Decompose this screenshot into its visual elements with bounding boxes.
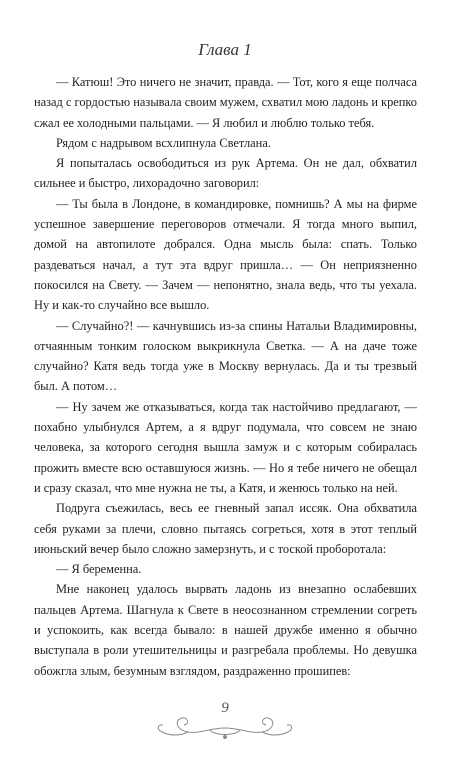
paragraph: Рядом с надрывом всхлипнула Светлана. xyxy=(56,135,271,150)
paragraph: — Ты была в Лондоне, в командировке, помнишь? А мы на фирме успешное завершение переговоров отмечали. Я тогда много выпил, домой на автопилоте добрался. Одна мысль была: спать. Только раздеваться начал, а тут эта вдруг пришла… — Он неприязненно покосился на Свету. — Зачем — непонятно, знала ведь, что ты уехала. Ну и как-то случайно все вышло. xyxy=(34,196,417,313)
paragraph: — Случайно?! — качнувшись из-за спины Натальи Владимировны, отчаянным тонким голоском выкрикнула Светка. — А на даче тоже случайно? Катя ведь тогда уже в Москву вернулась. Да и ты трезвый был. А потом… xyxy=(34,318,417,394)
paragraph: Подруга съежилась, весь ее гневный запал иссяк. Она обхватила себя руками за плечи, словно пытаясь согреться, хотя в этот теплый июньский вечер было сложно замерзнуть, и с тоской проборотала: xyxy=(34,501,417,556)
paragraph: Я попыталась освободиться из рук Артема. Он не дал, обхватил сильнее и быстро, лихорадочно заговорил: xyxy=(34,156,417,191)
paragraph: — Катюш! Это ничего не значит, правда. — Тот, кого я еще полчаса назад с гордостью называла своим мужем, схватил мою ладонь и крепко сжал ее холодными пальцами. — Я любил и люблю только тебя. xyxy=(34,75,417,130)
body-text xyxy=(34,72,417,681)
paragraph: — Ну зачем же отказываться, когда так настойчиво предлагают, — похабно улыбнулся Артем, а я вдруг подумала, что совсем не знаю человека, за которого сегодня вышла замуж и с которым собиралась прожить вместе всю оставшуюся жизнь. — Но я тебе ничего не обещал и сразу сказал, что мне нужна не ты, а Катя, и женюсь только на ней. xyxy=(34,399,417,495)
paragraph: — Я беременна. xyxy=(56,562,142,577)
chapter-title: Глава 1 xyxy=(198,40,252,59)
page-number: 9 xyxy=(221,700,229,716)
paragraph: Мне наконец удалось вырвать ладонь из внезапно ослабевших пальцев Артема. Шагнула к Свете в неосознанном стремлении согреть и успокоить, как всегда бывало: в нашей дружбе именно я обычно выступала в роли утешительницы и разгребала проблемы. Но девушка обожгла злым, безумным взглядом, раздраженно прошипев: xyxy=(34,582,417,678)
